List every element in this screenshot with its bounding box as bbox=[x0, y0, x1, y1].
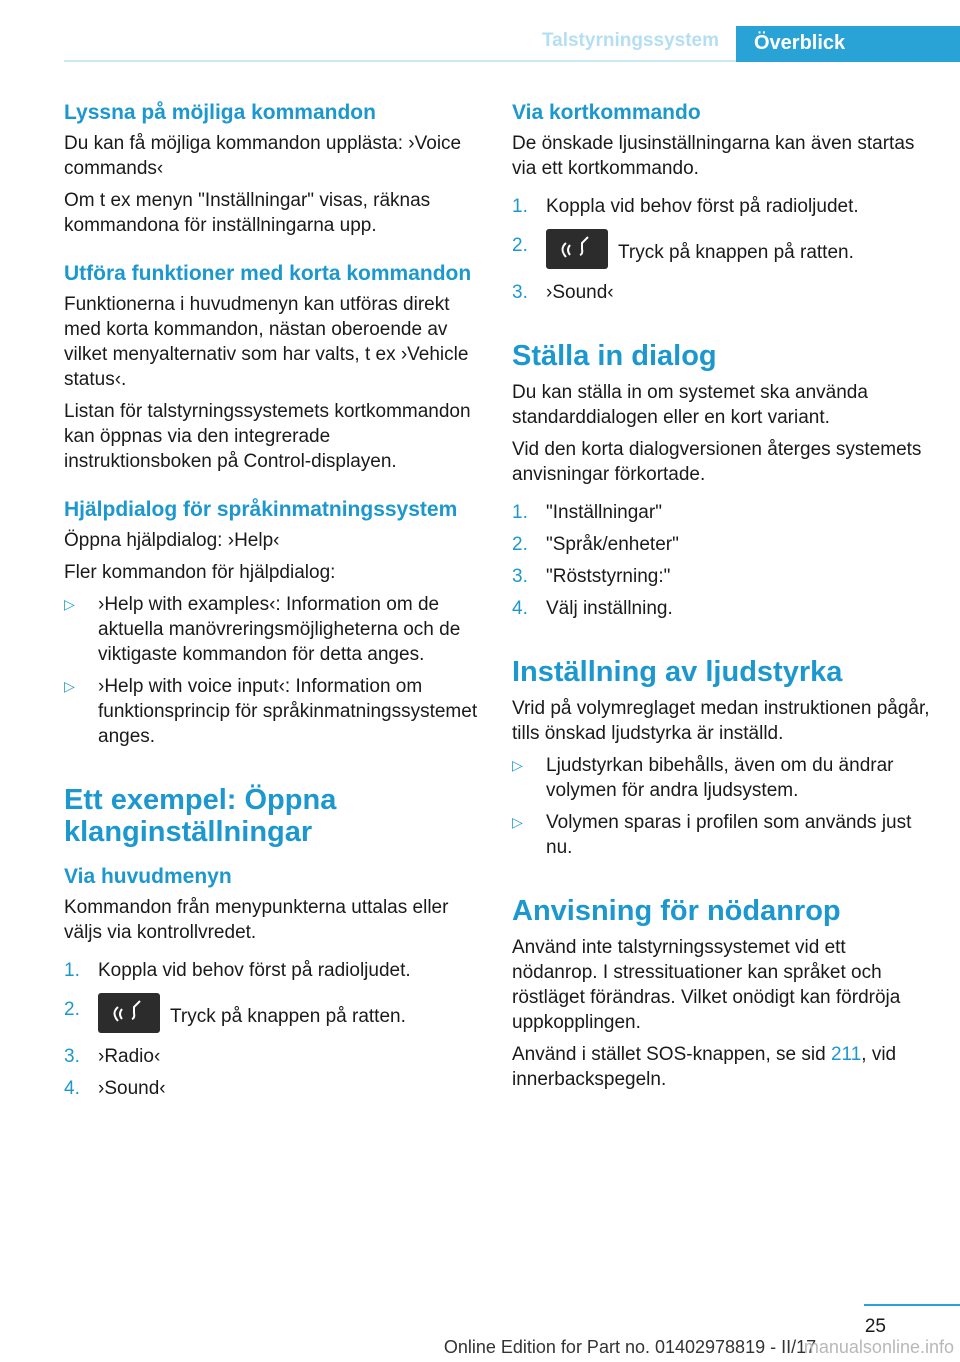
volume-notes-list bbox=[512, 753, 932, 860]
heading-help-dialog: Hjälpdialog för språkinmatningssystem bbox=[64, 498, 458, 521]
list-item: ▷ Volymen sparas i profilen som används just nu. bbox=[512, 812, 912, 858]
main-menu-steps bbox=[64, 958, 482, 1101]
triangle-bullet-icon: ▷ bbox=[64, 596, 75, 612]
paragraph: Funktionerna i huvudmenyn kan utföras direkt med korta kommandon, nästan oberoende av vilket menyalternativ som har valts, t ex ›Vehicle status‹. bbox=[64, 294, 469, 390]
left-column bbox=[64, 100, 482, 1108]
list-item: 3. ›Radio‹ bbox=[64, 1046, 161, 1067]
paragraph: Använd inte talstyrningssystemet vid ett nödanrop. I stressituationer kan språket och röstläget förändras. Vilket onödigt kan fördröja uppkopplingen. bbox=[512, 937, 901, 1033]
paragraph: Du kan ställa in om systemet ska använda standarddialogen eller en kort variant. bbox=[512, 382, 868, 428]
paragraph: Om t ex menyn "Inställningar" visas, räknas kommandona för inställningarna upp. bbox=[64, 190, 431, 236]
paragraph: Listan för talstyrningssystemets kortkommandon kan öppnas via den integrerade instruktionsboken på Control-displayen. bbox=[64, 401, 471, 472]
paragraph: Du kan få möjliga kommandon upplästa: ›Voice commands‹ bbox=[64, 133, 462, 179]
heading-short-command: Via kortkommando bbox=[512, 101, 701, 124]
list-item: ▷ Ljudstyrkan bibehålls, även om du ändrar volymen för andra ljudsystem. bbox=[512, 755, 894, 801]
paragraph: Öppna hjälpdialog: ›Help‹ bbox=[64, 530, 280, 551]
heading-emergency-call: Anvisning för nödanrop bbox=[512, 895, 841, 927]
list-item: 3. "Röststyrning:" bbox=[512, 566, 671, 587]
heading-main-menu: Via huvudmenyn bbox=[64, 865, 232, 888]
paragraph: Vid den korta dialogversionen återges systemets anvisningar förkortade. bbox=[512, 439, 922, 485]
page-number-rule bbox=[864, 1304, 960, 1306]
short-command-steps bbox=[512, 194, 932, 305]
list-item: ▷ ›Help with examples‹: Information om de aktuella manövreringsmöjligheterna och de viktigaste kommandon för detta anges. bbox=[64, 594, 461, 665]
heading-volume: Inställning av ljudstyrka bbox=[512, 656, 843, 688]
list-item: ▷ ›Help with voice input‹: Information om funktionsprincip för språkinmatningssystemet anges. bbox=[64, 676, 478, 747]
page-reference-link[interactable]: 211 bbox=[830, 1044, 862, 1065]
heading-set-dialog: Ställa in dialog bbox=[512, 340, 717, 372]
help-command-list bbox=[64, 592, 482, 749]
heading-short-commands: Utföra funktioner med korta kommandon bbox=[64, 262, 472, 285]
header-chapter-tab: Överblick bbox=[736, 26, 960, 62]
watermark: manualsonline.info bbox=[803, 1337, 954, 1357]
list-item: 1. "Inställningar" bbox=[512, 502, 662, 523]
triangle-bullet-icon: ▷ bbox=[512, 757, 523, 773]
voice-button-icon bbox=[546, 229, 608, 269]
list-item: 4. ›Sound‹ bbox=[64, 1078, 166, 1099]
list-item: 1. Koppla vid behov först på radioljudet. bbox=[64, 960, 411, 981]
list-item: 2. Tryck på knappen på ratten. bbox=[64, 997, 482, 1037]
heading-example: Ett exempel: Öppna klanginställningar bbox=[64, 784, 337, 848]
header-section-title: Talstyrningssystem bbox=[541, 30, 719, 51]
running-header bbox=[64, 26, 960, 62]
list-item: 1. Koppla vid behov först på radioljudet. bbox=[512, 196, 859, 217]
right-column bbox=[512, 100, 932, 1099]
voice-button-icon bbox=[98, 993, 160, 1033]
paragraph: De önskade ljusinställningarna kan även startas via ett kortkommando. bbox=[512, 133, 915, 179]
page-number: 25 bbox=[864, 1316, 886, 1337]
list-item: 2. "Språk/enheter" bbox=[512, 534, 679, 555]
list-item: 4. Välj inställning. bbox=[512, 598, 673, 619]
heading-listen-commands: Lyssna på möjliga kommandon bbox=[64, 101, 376, 124]
triangle-bullet-icon: ▷ bbox=[64, 678, 75, 694]
paragraph: Kommandon från menypunkterna uttalas eller väljs via kontrollvredet. bbox=[64, 897, 449, 943]
list-item: 2. Tryck på knappen på ratten. bbox=[512, 233, 932, 273]
paragraph: Fler kommandon för hjälpdialog: bbox=[64, 562, 336, 583]
triangle-bullet-icon: ▷ bbox=[512, 814, 523, 830]
paragraph: Vrid på volymreglaget medan instruktionen pågår, tills önskad ljudstyrka är inställd. bbox=[512, 698, 930, 744]
dialog-steps bbox=[512, 500, 932, 621]
paragraph: Använd i stället SOS-knappen, se sid 211, vid innerbackspegeln. bbox=[512, 1044, 897, 1090]
edition-footer: Online Edition for Part no. 01402978819 - II/17 bbox=[443, 1337, 817, 1357]
list-item: 3. ›Sound‹ bbox=[512, 282, 614, 303]
